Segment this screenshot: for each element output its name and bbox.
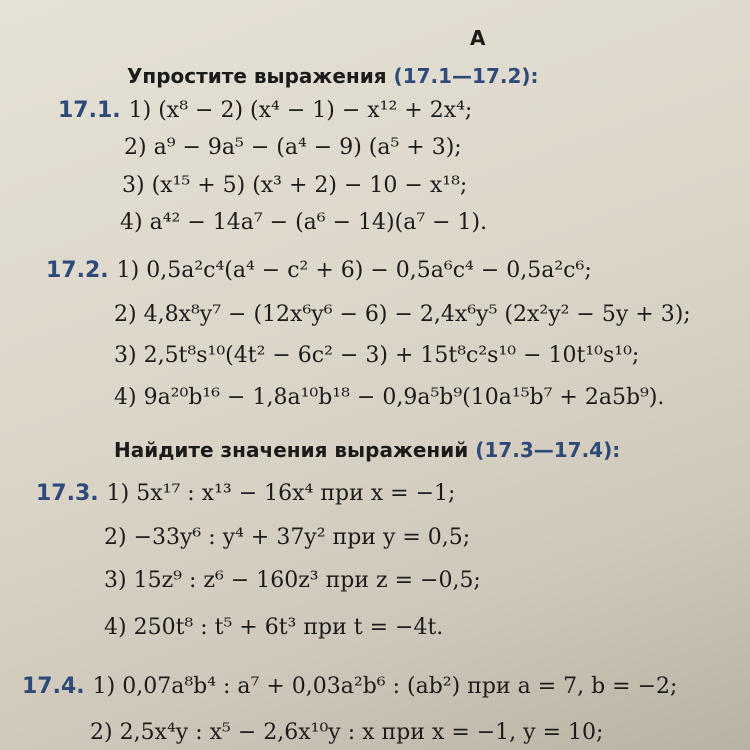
problem-17-4-line-1 — [22, 676, 677, 698]
problem-17-3-line-3: 3) 15z⁹ : z⁶ − 160z³ при z = −0,5; — [104, 568, 481, 593]
heading-evaluate-range: (17.3—17.4): — [475, 438, 621, 462]
problem-expression: 1) (x⁸ − 2) (x⁴ − 1) − x¹² + 2x⁴; — [128, 98, 473, 123]
problem-number: 17.1. — [58, 98, 121, 123]
problem-17-2-line-3: 3) 2,5t⁸s¹⁰(4t² − 6c² − 3) + 15t⁸c²s¹⁰ − 10t¹⁰s¹⁰; — [114, 343, 640, 368]
heading-simplify — [127, 66, 539, 86]
problem-17-3-line-4: 4) 250t⁸ : t⁵ + 6t³ при t = −4t. — [104, 615, 444, 640]
section-letter: А — [470, 26, 486, 50]
problem-17-3-line-2: 2) −33y⁶ : y⁴ + 37y² при y = 0,5; — [104, 525, 471, 550]
problem-17-2-line-2: 2) 4,8x⁸y⁷ − (12x⁶y⁶ − 6) − 2,4x⁶y⁵ (2x²y² − 5y + 3); — [114, 302, 691, 327]
heading-simplify-range: (17.1—17.2): — [393, 64, 539, 88]
heading-evaluate — [114, 440, 620, 460]
problem-expression: 1) 0,07a⁸b⁴ : a⁷ + 0,03a²b⁶ : (ab²) при a = 7, b = −2; — [92, 674, 678, 699]
problem-17-1-line-3: 3) (x¹⁵ + 5) (x³ + 2) − 10 − x¹⁸; — [122, 173, 468, 198]
problem-17-4-line-2: 2) 2,5x⁴y : x⁵ − 2,6x¹⁰y : x при x = −1, y = 10; — [90, 720, 604, 745]
problem-17-1-line-4: 4) a⁴² − 14a⁷ − (a⁶ − 14)(a⁷ − 1). — [120, 210, 488, 235]
heading-evaluate-text: Найдите значения выражений — [114, 438, 469, 462]
problem-number: 17.4. — [22, 674, 85, 699]
heading-simplify-text: Упростите выражения — [127, 64, 387, 88]
problem-expression: 1) 0,5a²c⁴(a⁴ − c² + 6) − 0,5a⁶c⁴ − 0,5a²c⁶; — [116, 258, 592, 283]
problem-17-1-line-2: 2) a⁹ − 9a⁵ − (a⁴ − 9) (a⁵ + 3); — [124, 135, 462, 160]
problem-17-2-line-4: 4) 9a²⁰b¹⁶ − 1,8a¹⁰b¹⁸ − 0,9a⁵b⁹(10a¹⁵b⁷ + 2a5b⁹). — [114, 385, 665, 410]
problem-number: 17.3. — [36, 481, 99, 506]
problem-17-1-line-1 — [58, 100, 472, 122]
problem-17-3-line-1 — [36, 483, 455, 505]
problem-number: 17.2. — [46, 258, 109, 283]
problem-17-2-line-1 — [46, 260, 592, 282]
problem-expression: 1) 5x¹⁷ : x¹³ − 16x⁴ при x = −1; — [106, 481, 456, 506]
